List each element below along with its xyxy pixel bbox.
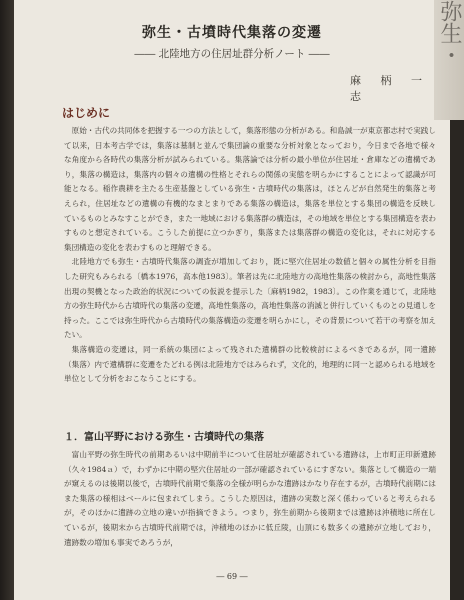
paragraph: 原始・古代の共同体を把握する一つの方法として，集落形態の分析がある。和島誠一が東京都志村で実践して以来，日本考古学では，集落は墓制と並んで集団論の重要な分析対象となっており，今日まで各地で様々な角度から各時代の集落分析が試みられている。集落論では分析の最小単位が住居址・倉庫などの遺構であり，集落の構造は，集落内の個々の遺構の性格とそれらの関係の実態を明らかにすることによって認識が可能となる。稲作農耕を主たる生産基盤としている弥生・古墳時代の集落は，ほとんどが自然発生的集落と考えられ，住居址などの遺構の有機的なまとまりである集落の構造は，集落を単位とする集団の構造を反映しているものとみなすことができ，また一地域における集落群の構造は，その地域を単位とする集団構造を表わすものと想定されている。こうした前提に立つかぎり，集落または集落群の構造の変化は，それに対応する集団構造の変化を表わすものと理解できる。 <box>64 126 436 252</box>
book-gutter-shadow <box>0 0 14 600</box>
paragraph: 富山平野の弥生時代の前期あるいは中期前半について住居址が確認されている遺跡は，上市町正印新遺跡（久々1984ａ）で，わずかに中期の堅穴住居址の一部が確認されているにすぎない。集落として構造の一端が窺えるのは後期以後で，古墳時代前期で集落の全様が明らかな遺跡はかなり存在するが，古墳時代前期にはまた集落の様相はベールに包まれてしまう。こうした原因は，遺跡の実数と深く係わっていると考えられるが，そのほかに遺跡の立地の違いが指摘できよう。つまり，弥生前期から後期までは遺跡は沖積地に所在しているが，後期末から古墳時代前期では，沖積地のほかに低丘陵，山頂にも数多くの遺跡が立地しており，遺跡数の増加も事実であろうが， <box>64 450 436 547</box>
facing-page-text: 弥生・ <box>434 0 464 120</box>
author-name: 麻 柄 一 志 <box>350 74 430 103</box>
paper-title: 弥生・古墳時代集落の変遷 <box>142 25 322 41</box>
paper-subtitle: ―― 北陸地方の住居址群分析ノート ―― <box>134 48 330 60</box>
section-heading-toyama: １．富山平野における弥生・古墳時代の集落 <box>64 432 264 443</box>
paragraph: 集落構造の変遷は，同一系統の集団によって残された遺構群の比較検討によるべきであるが，同一遺跡（集落）内で遺構群に変遷をたどれる例は北陸地方ではみられず，文化的，地理的に同一と認められる地域を単位として分析をおこなうことにする。 <box>64 344 436 384</box>
section-body-toyama <box>64 448 436 550</box>
page-number: ― 69 ― <box>216 572 248 581</box>
section-body-introduction <box>64 124 436 387</box>
document-page <box>14 0 462 600</box>
section-heading-introduction: はじめに <box>62 106 111 120</box>
paragraph: 北陸地方でも弥生・古墳時代集落の調査が増加しており，既に堅穴住居址の数値と個々の属性分析を目指した研究もみられる〔橋本1976，高本他1983〕。筆者は先に北陸地方の高地性集落の検討から，高地性集落出現の契機となった政治的状況についての仮説を提示した〔麻柄1982，1983〕。この作業を通じて，北陸地方の弥生時代から古墳時代の集落の変遷，高地性集落の，高地性集落の消滅と併行していくものとの見通しを持った。ここでは弥生時代から古墳時代の集落構造の変遷を明らかにし，その背景について若干の考察を加えたい。 <box>64 257 436 340</box>
